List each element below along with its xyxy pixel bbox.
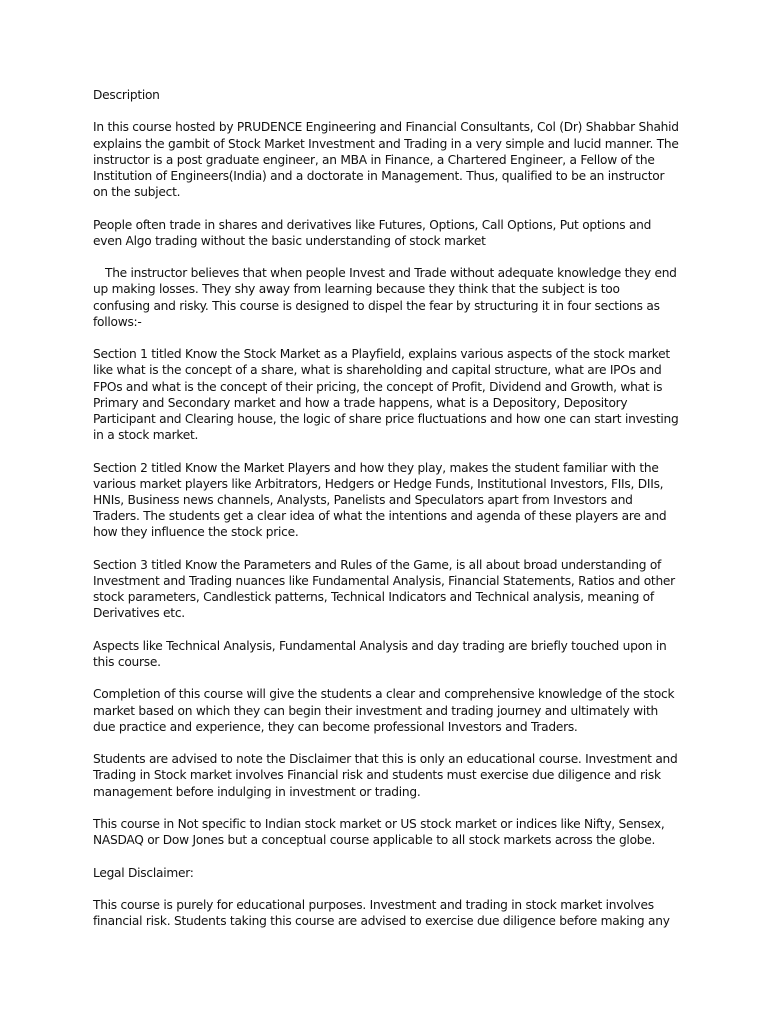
description-heading: Description (93, 88, 160, 102)
legal-disclaimer-heading: Legal Disclaimer: (93, 865, 194, 880)
paragraph-scope: This course in Not specific to Indian stock market or US stock market or indices like Nifty, Sensex, NASDAQ or Dow Jones but a conceptual course applicable to all stock markets across the globe. (93, 816, 665, 848)
paragraph-section-2: Section 2 titled Know the Market Players and how they play, makes the student familiar with the various market players like Arbitrators, Hedgers or Hedge Funds, Institutional Investors, FIIs, DIIs, HNIs, Business news channels, Analysts, Panelists and Speculators apart from Investors and Traders. The students get a clear idea of what the intentions and agenda of these players are and how they influence the stock price. (93, 460, 667, 540)
paragraph-aspects: Aspects like Technical Analysis, Fundamental Analysis and day trading are briefly touched upon in this course. (93, 638, 667, 669)
paragraph-section-3: Section 3 titled Know the Parameters and Rules of the Game, is all about broad understanding of Investment and Trading nuances like Fundamental Analysis, Financial Statements, Ratios and other stock parameters, Candlestick patterns, Technical Indicators and Technical analysis, meaning of Derivatives etc. (93, 557, 675, 621)
paragraph-instructor-belief: The instructor believes that when people Invest and Trade without adequate knowledge they end up making losses. They shy away from learning because they think that the subject is too confusing and risky. This course is designed to dispel the fear by structuring it in four sections as follows:- (93, 266, 677, 329)
paragraph-completion: Completion of this course will give the students a clear and comprehensive knowledge of the stock market based on which they can begin their investment and trading journey and ultimately with due practice and experience, they can become professional Investors and Traders. (93, 687, 675, 734)
paragraph-disclaimer-note: Students are advised to note the Disclaimer that this is only an educational course. Investment and Trading in Stock market involves Financial risk and students must exercise due diligence and risk management before indulging in investment or trading. (93, 752, 678, 799)
legal-disclaimer-paragraph: This course is purely for educational purposes. Investment and trading in stock market involves financial risk. Students taking this course are advised to exercise due diligence before making any (93, 897, 670, 929)
paragraph-section-1: Section 1 titled Know the Stock Market as a Playfield, explains various aspects of the stock market like what is the concept of a share, what is shareholding and capital structure, what are IPOs and FPOs and what is the concept of their pricing, the concept of Profit, Dividend and Growth, what is Primary and Secondary market and how a trade happens, what is a Depository, Depository Participant and Clearing house, the logic of share price fluctuations and how one can start investing in a stock market. (93, 347, 679, 443)
paragraph-trading: People often trade in shares and derivatives like Futures, Options, Call Options, Put options and even Algo trading without the basic understanding of stock market (93, 217, 652, 248)
paragraph-intro: In this course hosted by PRUDENCE Engineering and Financial Consultants, Col (Dr) Shabbar Shahid explains the gambit of Stock Market Investment and Trading in a very simple and lucid manner. The instructor is a post graduate engineer, an MBA in Finance, a Chartered Engineer, a Fellow of the Institution of Engineers(India) and a doctorate in Management. Thus, qualified to be an instructor on the subject. (93, 120, 679, 200)
document-page (93, 87, 679, 946)
